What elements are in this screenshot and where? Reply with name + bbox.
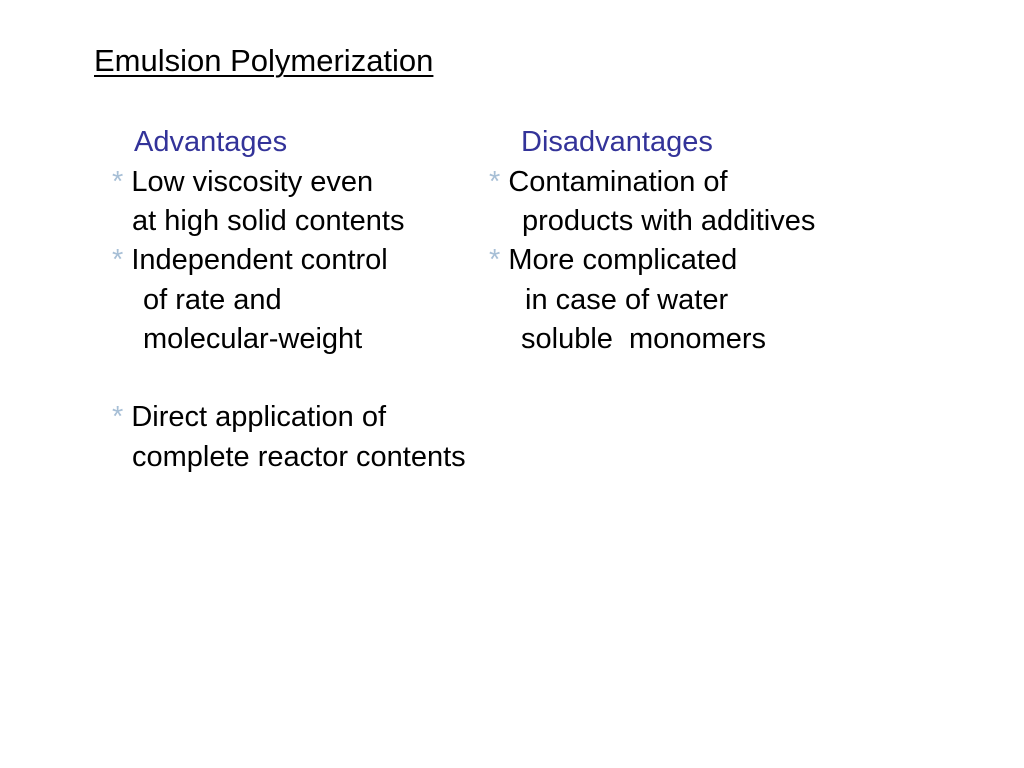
advantage-item-3-line-1 [112,399,386,435]
advantage-item-1-line-2: at high solid contents [132,205,405,237]
advantage-text: Independent control [131,244,388,276]
slide-title: Emulsion Polymerization [94,43,434,78]
disadvantage-item-1-line-2: products with additives [522,205,816,237]
advantage-text: Low viscosity even [131,166,374,198]
disadvantages-heading: Disadvantages [521,126,713,158]
disadvantage-text: Contamination of [508,166,728,198]
advantage-item-2-line-3: molecular-weight [143,323,363,355]
bullet-icon: * [489,244,501,276]
advantage-item-1-line-1 [112,164,373,200]
disadvantage-item-2-line-2: in case of water [525,284,729,316]
advantage-item-2-line-2: of rate and [143,284,282,316]
disadvantage-item-2-line-1 [489,242,737,278]
disadvantage-item-1-line-1 [489,164,728,200]
bullet-icon: * [489,166,501,198]
bullet-icon: * [112,244,124,276]
bullet-icon: * [112,401,124,433]
advantages-heading: Advantages [134,126,288,158]
disadvantage-item-2-line-3: soluble monomers [521,323,766,355]
bullet-icon: * [112,166,124,198]
advantage-item-3-line-2: complete reactor contents [132,441,466,473]
disadvantage-text: More complicated [508,244,738,276]
advantage-text: Direct application of [131,401,387,433]
advantage-item-2-line-1 [112,242,388,278]
